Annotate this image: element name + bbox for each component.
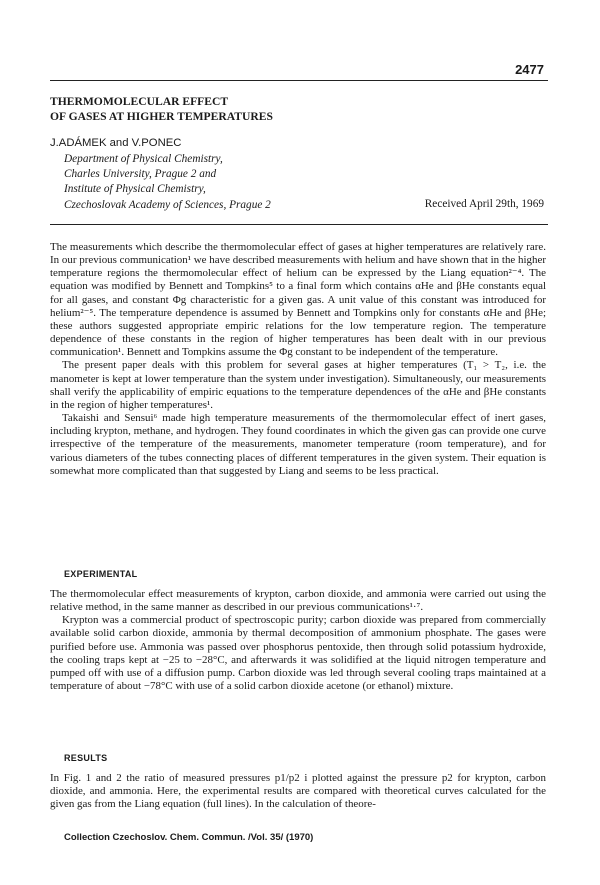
affiliation-line: Charles University, Prague 2 and bbox=[64, 168, 217, 181]
affiliation bbox=[64, 152, 271, 213]
affiliation-line: Institute of Physical Chemistry, bbox=[64, 183, 206, 196]
experimental-paragraph-1: The thermomolecular effect measurements of krypton, carbon dioxide, and ammonia were carried out using the relative method, in the same manner as described in our previous communications¹·⁷. bbox=[50, 588, 546, 614]
affiliation-line: Czechoslovak Academy of Sciences, Prague 2 bbox=[64, 198, 271, 211]
header-rule bbox=[50, 80, 548, 81]
results-paragraph-1: In Fig. 1 and 2 the ratio of measured pressures p1/p2 i plotted against the pressure p2 for krypton, carbon dioxide, and ammonia. Here, the experimental results are compared with theoretical curves calculated for the given gas from the Liang equation (full lines). In the calculation of theore- bbox=[50, 772, 546, 811]
title-line-2: OF GASES AT HIGHER TEMPERATURES bbox=[50, 110, 273, 123]
experimental-heading: EXPERIMENTAL bbox=[64, 569, 138, 579]
received-date: Received April 29th, 1969 bbox=[424, 198, 544, 210]
experimental-paragraph-2: Krypton was a commercial product of spectroscopic purity; carbon dioxide was prepared from commercially available solid carbon dioxide, ammonia by thermal decomposition of ammonium phosphate. The gases were purified before use. Ammonia was passed over phosphorus pentoxide, then through solid potassium hydroxide, the cooling traps kept at −25 to −28°C, and afterwards it was solidified at the liquid nitrogen temperature and pumped off with use of a diffusion pump. Carbon dioxide was led through several cooling traps maintained at a temperature of about −78°C with use of a solid carbon dioxide acetone (or ethanol) mixture. bbox=[50, 614, 546, 693]
intro-paragraph-2: The present paper deals with this problem for several gases at higher temperatures (T₁ > T₂, i.e. the manometer is kept at lower temperature than the system under investigation). Simultaneously, our measurements shall verify the applicability of empiric equations to the temperature dependences of the αHe and βHe constants in the region of higher temperatures¹. bbox=[50, 359, 546, 411]
authors: J.ADÁMEK and V.PONEC bbox=[50, 137, 182, 149]
results-section bbox=[50, 772, 546, 811]
experimental-section bbox=[50, 588, 546, 693]
abstract-rule bbox=[50, 224, 548, 225]
article-title bbox=[50, 94, 273, 124]
intro-paragraph-1: The measurements which describe the thermomolecular effect of gases at higher temperatures are relatively rare. In our previous communication¹ we have described measurements with helium and have shown that in the higher temperature regions the thermomolecular effect of helium can be expressed by the Liang equation²⁻⁴. The equation was modified by Bennett and Tompkins⁵ to a final form which contains αHe and βHe constants equal for all gases, and constant Φg characteristic for a given gas. A unit value of this constant was introduced for helium²⁻⁵. The temperature dependence is assumed by Bennett and Tompkins only for constants αHe and βHe; these authors suggested appropriate empiric relations for the low temperature region. The temperature dependence of these constants in the region of higher temperatures has been dealt with in our previous communication¹. Bennett and Tompkins assume the Φg constant to be independent of the temperature. bbox=[50, 241, 546, 359]
page-number: 2477 bbox=[515, 62, 544, 77]
introduction bbox=[50, 241, 546, 478]
results-heading: RESULTS bbox=[64, 753, 108, 763]
title-line-1: THERMOMOLECULAR EFFECT bbox=[50, 95, 229, 108]
footer-citation: Collection Czechoslov. Chem. Commun. /Vol. 35/ (1970) bbox=[64, 832, 314, 843]
intro-paragraph-3: Takaishi and Sensui⁶ made high temperature measurements of the thermomolecular effect of inert gases, including krypton, methane, and hydrogen. They found coordinates in which the given gas can provide one curve irrespective of the temperature of the measurements, manometer temperature (room temperature), and for various diameters of the tubes connecting places of different temperatures in the given system. Their equation is somewhat more complicated than that suggested by Liang and seems to be less practical. bbox=[50, 412, 546, 477]
affiliation-line: Department of Physical Chemistry, bbox=[64, 153, 223, 165]
